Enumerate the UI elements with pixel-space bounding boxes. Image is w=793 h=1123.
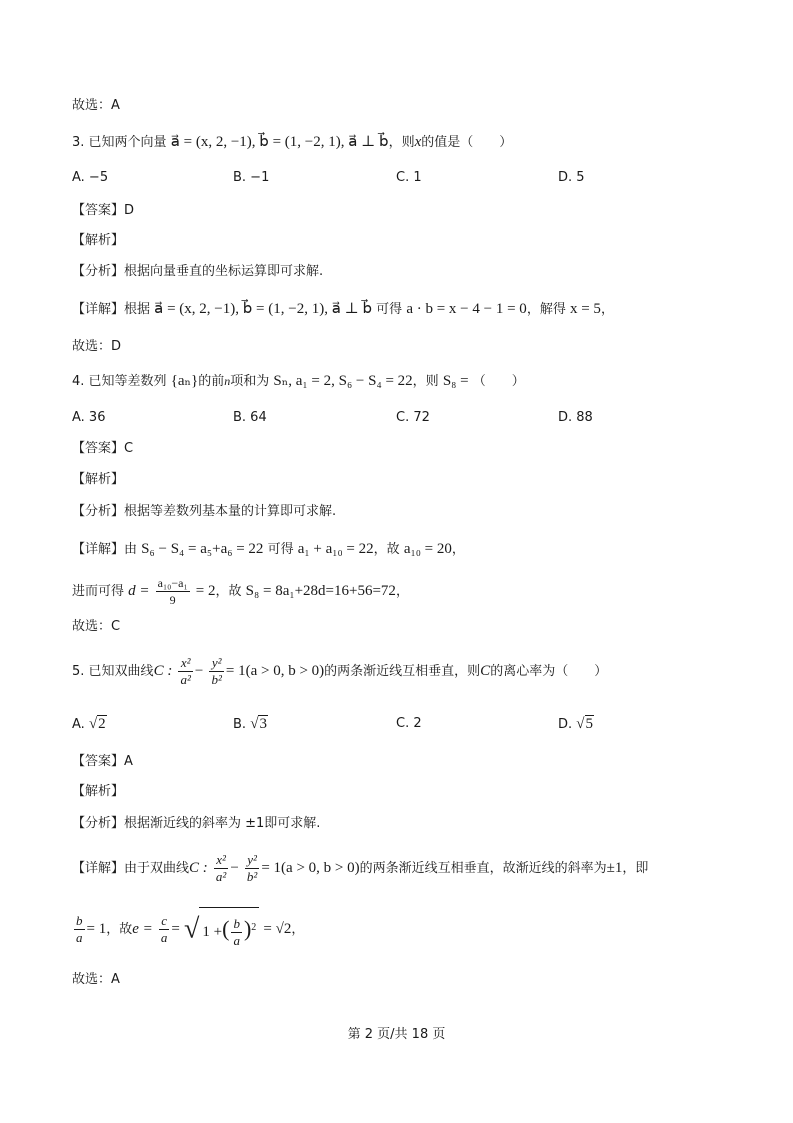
q4-number: 4. [72,374,85,389]
q3-option-b: B. −1 [233,170,270,185]
q4-xiangjie-eq1: S₆ − S₄ = a₅+a₆ = 22 [141,541,264,557]
q4-xiangjie-tag: 【详解】由 [72,542,138,557]
q3-xiangjie-eq1: a⃗ = (x, 2, −1), b⃗ = (1, −2, 1), a⃗ ⊥ b⃗ [154,301,373,317]
q4-xiangjie-mid2: ，故 [373,542,400,557]
q3-equation: a⃗ = (x, 2, −1), b⃗ = (1, −2, 1), a⃗ ⊥ b⃗ [170,134,389,150]
q3-choice: 故选：D [72,339,122,354]
q5-fenxi: 【分析】根据渐近线的斜率为 ±1即可求解. [72,816,321,831]
q4-analysis-tag: 【解析】 [72,472,125,487]
q5-analysis-tag: 【解析】 [72,784,125,799]
q5-option-b [233,714,268,735]
q4-option-c: C. 72 [396,410,430,425]
page-footer: 第 2 页/共 18 页 [347,1027,446,1042]
q4-xiangjie-eq2: a₁ + a₁₀ = 22 [297,541,374,557]
q4-answer: 【答案】C [72,441,134,456]
q5-ba-fraction-2 [231,916,242,949]
q5-answer: 【答案】A [72,754,133,769]
q5-xiangjie-tag: 【详解】由于双曲线 [72,861,190,876]
q5-c-var: C [480,663,491,679]
q4-option-a: A. 36 [72,410,106,425]
q3-option-d: D. 5 [558,170,585,185]
q5-y-numerator: y² [209,655,223,672]
q5-ca-fraction [159,913,170,946]
q5-l2-e: e = [132,921,153,937]
q5-option-d [558,714,594,735]
q3-xiangjie-tag: 【详解】根据 [72,302,151,317]
q3-fenxi: 【分析】根据向量垂直的坐标运算即可求解. [72,264,324,279]
q3-answer: 【答案】D [72,203,135,218]
q3-xiangjie [72,299,614,320]
q4-d-lhs: d = [128,583,150,599]
q5-xiangjie-end: ，即 [622,861,649,876]
q4-d-rhs: = 2 [195,583,216,599]
q5-option-d-label: D. [558,717,573,732]
q3-suffix: 的值是（ ） [421,135,513,150]
q5-ba-den: a [76,930,83,945]
q5-l2-eq1: = 1 [86,921,107,937]
q4-prefix: 已知等差数列 [88,374,167,389]
q4-d-numerator: a₁₀−a₁ [157,576,188,590]
q5-xiangjie-y-fraction [245,852,259,885]
q5-xiangjie-x-den: a² [215,869,227,884]
q5-sqrt-sign: √ [184,913,200,945]
q3-xiangjie-eq3: x = 5 [569,301,601,317]
q5-minus: − [194,663,204,679]
q5-option-a-label: A. [72,717,85,732]
q3-analysis-tag: 【解析】 [72,233,125,248]
q5-option-a-radicand: 2 [98,716,106,732]
q5-ba2-num: b [233,916,240,932]
q5-option-a [72,714,107,735]
q4-option-d: D. 88 [558,410,593,425]
q4-s8: S₈ = 8a₁+28d=16+56=72 [245,583,396,599]
q3-xiangjie-end: ， [600,302,614,317]
q3-number: 3. [72,135,85,150]
q3-stem [72,132,512,153]
q5-option-a-sqrt: √2 [88,716,106,732]
q3-xiangjie-mid: 可得 [376,302,403,317]
q5-ca-num: c [159,913,170,930]
q5-number: 5. [72,664,85,679]
q3-xiangjie-eq2: a · b = x − 4 − 1 = 0 [406,301,527,317]
q5-xiangjie-pm1: ±1 [606,860,623,876]
q5-mid: 的两条渐近线互相垂直，则 [324,664,481,679]
prev-choice: 故选：A [72,98,120,113]
q4-equation: Sₙ, a₁ = 2, S₆ − S₄ = 22 [273,373,413,389]
q4-fenxi: 【分析】根据等差数列基本量的计算即可求解. [72,504,337,519]
q5-xiangjie-y-num: y² [245,852,259,869]
q5-xiangjie-eq-rhs: = 1(a > 0, b > 0) [261,860,360,876]
q5-sqrt-body [199,907,259,952]
q4-mid2: 项和为 [230,374,270,389]
q5-x-numerator: x² [178,655,192,672]
q4-line2-prefix: 进而可得 [72,584,125,599]
q5-ba-fraction [74,913,85,946]
q5-option-d-sqrt: √5 [576,716,594,732]
q4-mid1: 的前 [198,374,225,389]
q5-y-fraction [209,655,223,688]
q4-mid3: ，则 [412,374,439,389]
q5-prefix: 已知双曲线 [88,664,154,679]
q5-y-denominator: b² [211,672,222,687]
q5-l2-exp: 2 [251,922,257,933]
q5-xiangjie-minus: − [230,860,239,876]
q5-ca-den: a [160,930,168,945]
q5-l2-mid: ，故 [106,922,133,937]
q5-paren-close: ) [243,916,252,941]
q5-xiangjie-c: C : [189,860,208,876]
q5-l2-one: 1 + [202,924,223,940]
q4-stem [72,371,525,392]
q4-n: n [224,374,231,388]
q5-option-b-sqrt: √3 [250,716,267,732]
q5-l2-rhs: = √2 [263,921,292,937]
q5-l2-end: ， [291,922,305,937]
q4-suffix: （ ） [472,374,525,389]
q5-xiangjie [72,850,648,887]
q4-choice: 故选：C [72,619,121,634]
q4-xiangjie-mid: 可得 [267,542,294,557]
q5-xiangjie-y-den: b² [246,869,258,884]
q4-target: S₈ = [442,373,469,389]
q5-eq-rhs: = 1(a > 0, b > 0) [225,663,325,679]
q4-xiangjie [72,539,465,560]
q5-x-denominator: a² [180,672,191,687]
q3-xiangjie-mid2: ，解得 [526,302,566,317]
q4-line2-mid: ，故 [215,584,242,599]
q5-c-label: C : [153,663,173,679]
q5-option-d-radicand: 5 [585,716,594,732]
q4-xiangjie-eq3: a₁₀ = 20 [403,541,452,557]
q5-option-b-label: B. [233,717,247,732]
q5-line2: $\frac{b}{a}$ = 1，故e = $\frac{c}{a}$ = √ 1 +( $\frac{b}{a}$ )$^2$ = √2， [72,904,304,955]
q3-option-a: A. −5 [72,170,109,185]
q5-choice: 故选：A [72,972,120,987]
q5-xiangjie-mid: 的两条渐近线互相垂直，故渐近线的斜率为 [359,861,607,876]
q3-mid: ，则 [388,135,415,150]
q4-xiangjie-end: ， [451,542,465,557]
q5-option-b-radicand: 3 [259,716,267,732]
q5-option-c: C. 2 [396,716,422,731]
q5-ba-num: b [76,913,83,928]
q5-stem [72,653,607,690]
q5-ba2-den: a [233,933,240,949]
q4-seq: {aₙ} [170,373,199,389]
q5-suffix: 的离心率为（ ） [490,664,608,679]
q5-paren-open: ( [222,916,230,941]
q4-line2-end: ， [395,584,409,599]
q4-option-b: B. 64 [233,410,267,425]
q5-x-fraction [178,655,192,688]
q3-var: x [414,134,422,150]
q4-line2 [72,574,409,609]
q3-option-c: C. 1 [396,170,422,185]
q5-xiangjie-x-num: x² [214,852,228,869]
q3-prefix: 已知两个向量 [88,135,167,150]
q4-d-denominator: 9 [169,593,176,607]
q4-d-fraction [156,575,190,608]
q5-xiangjie-x-fraction [214,852,228,885]
